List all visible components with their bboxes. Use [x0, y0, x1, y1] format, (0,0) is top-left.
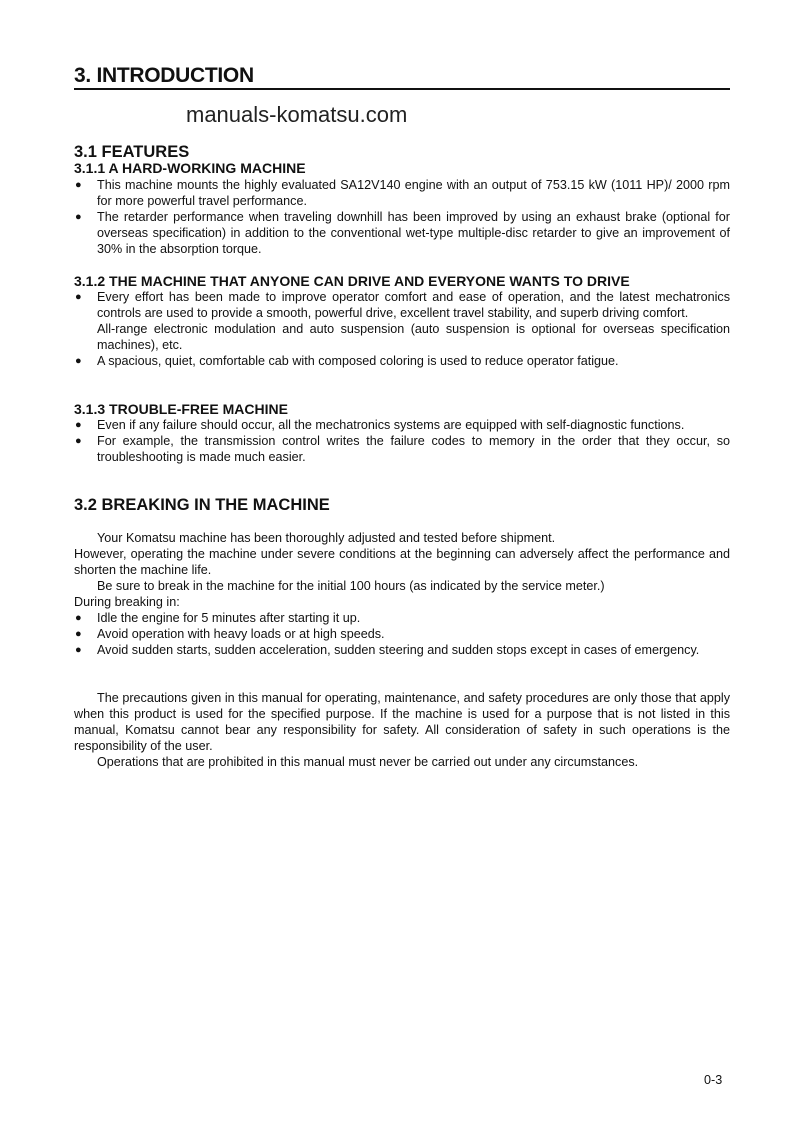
paragraph: The precautions given in this manual for operating, maintenance, and safety procedures are only those that apply when this product is used for the specified purpose. If the machine is used for a purpose that is not listed in this manual, Komatsu cannot bear any responsibility for safety. All consideration of safety in such operations is the responsibility of the user. — [74, 691, 730, 753]
page-title: 3. INTRODUCTION — [74, 64, 254, 87]
bullet-icon: ● — [75, 644, 82, 656]
list-item — [74, 289, 730, 353]
list-item — [74, 209, 730, 257]
item-text: Idle the engine for 5 minutes after starting it up. — [97, 611, 361, 625]
list-3-1-1 — [74, 177, 730, 257]
list-item — [74, 417, 730, 433]
watermark: manuals-komatsu.com — [186, 102, 408, 127]
list-item — [74, 177, 730, 209]
bullet-icon: ● — [75, 435, 82, 447]
item-text: A spacious, quiet, comfortable cab with composed coloring is used to reduce operator fatigue. — [97, 354, 619, 368]
breakin-text — [74, 530, 730, 610]
section-heading-3-2: 3.2 BREAKING IN THE MACHINE — [74, 496, 330, 514]
list-item — [74, 642, 730, 658]
list-3-2 — [74, 610, 730, 658]
item-text: All-range electronic modulation and auto suspension (auto suspension is optional for overseas specification machines), etc. — [97, 322, 730, 352]
item-text: This machine mounts the highly evaluated SA12V140 engine with an output of 753.15 kW (1011 HP)/ 2000 rpm for more powerful travel performance. — [97, 178, 730, 208]
section-heading-3-1-2: 3.1.2 THE MACHINE THAT ANYONE CAN DRIVE AND EVERYONE WANTS TO DRIVE — [74, 273, 630, 289]
list-3-1-3 — [74, 417, 730, 465]
list-item — [74, 433, 730, 465]
item-text: Avoid operation with heavy loads or at high speeds. — [97, 627, 385, 641]
bullet-icon: ● — [75, 179, 82, 191]
bullet-icon: ● — [75, 628, 82, 640]
paragraph: During breaking in: — [74, 595, 180, 609]
item-text: Every effort has been made to improve operator comfort and ease of operation, and the latest mechatronics controls are used to provide a smooth, powerful drive, excellent travel stability, and superb driving comfort. — [97, 290, 730, 320]
list-item — [74, 626, 730, 642]
bullet-icon: ● — [75, 419, 82, 431]
paragraph: Operations that are prohibited in this manual must never be carried out under any circumstances. — [97, 755, 639, 769]
bullet-icon: ● — [75, 612, 82, 624]
paragraph: However, operating the machine under severe conditions at the beginning can adversely affect the performance and shorten the machine life. — [74, 547, 730, 577]
item-text: For example, the transmission control writes the failure codes to memory in the order that they occur, so troubleshooting is made much easier. — [97, 434, 730, 464]
page-number: 0-3 — [704, 1073, 723, 1087]
item-text: Avoid sudden starts, sudden acceleration, sudden steering and sudden stops except in cases of emergency. — [97, 643, 700, 657]
section-heading-3-1-1: 3.1.1 A HARD-WORKING MACHINE — [74, 160, 306, 176]
paragraph: Be sure to break in the machine for the initial 100 hours (as indicated by the service meter.) — [97, 579, 605, 593]
item-text: The retarder performance when traveling downhill has been improved by using an exhaust brake (optional for overseas specification) in addition to the conventional wet-type multiple-disc retarder to give an improvement of 30% in the absorption torque. — [97, 210, 730, 256]
list-3-1-2 — [74, 289, 730, 369]
item-text: Even if any failure should occur, all the mechatronics systems are equipped with self-diagnostic functions. — [97, 418, 685, 432]
list-item — [74, 353, 730, 369]
title-rule — [74, 88, 730, 90]
precautions-text — [74, 690, 730, 770]
section-heading-3-1: 3.1 FEATURES — [74, 143, 190, 161]
bullet-icon: ● — [75, 211, 82, 223]
paragraph: Your Komatsu machine has been thoroughly adjusted and tested before shipment. — [97, 531, 556, 545]
bullet-icon: ● — [75, 355, 82, 367]
bullet-icon: ● — [75, 291, 82, 303]
section-heading-3-1-3: 3.1.3 TROUBLE-FREE MACHINE — [74, 401, 288, 417]
list-item — [74, 610, 730, 626]
